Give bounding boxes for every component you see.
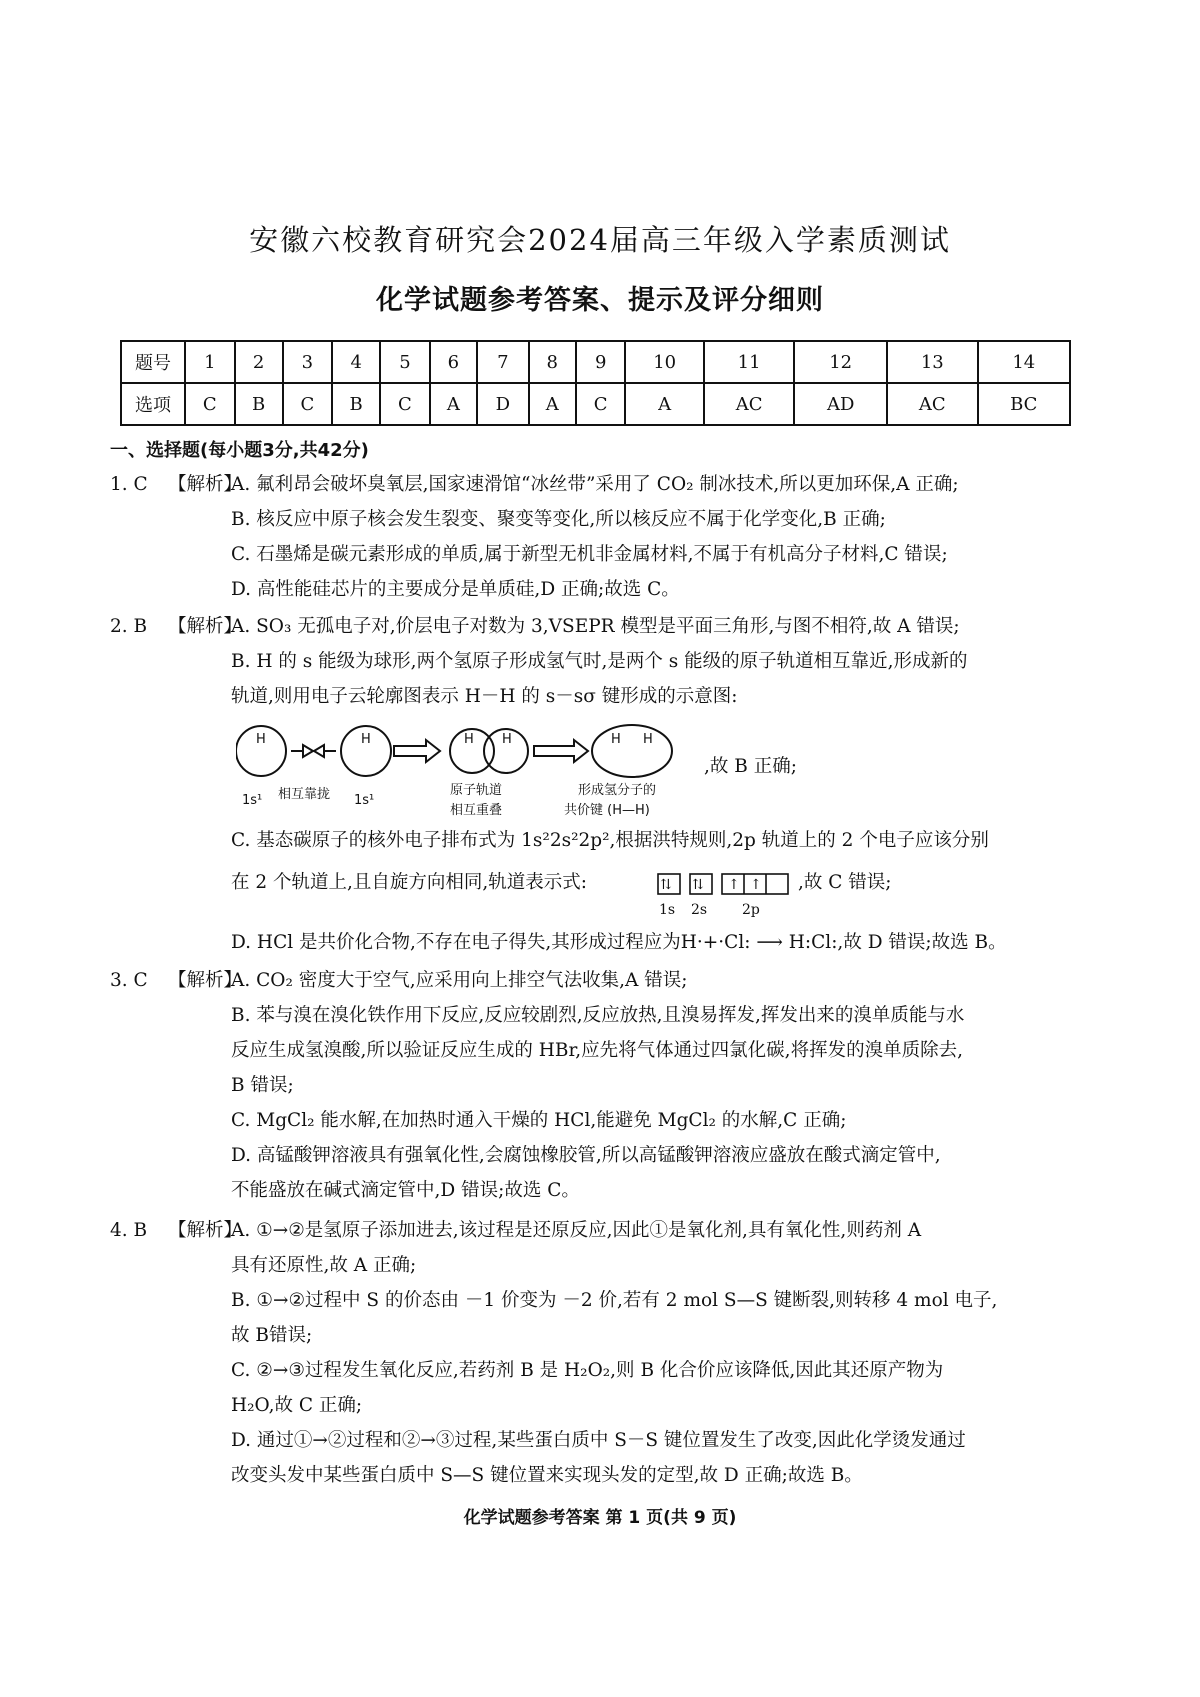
- text-line: [110, 1388, 1100, 1423]
- label-bond-2: 共价键 (H—H): [564, 803, 650, 818]
- text-line: [110, 609, 1100, 644]
- option-b-line-3: B 错误;: [231, 1075, 294, 1096]
- option-d: D. HCl 是共价化合物,不存在电子得失,其形成过程应为H·+·Cl: ⟶ H:Cl:,故 D 错误;故选 B。: [231, 932, 1007, 953]
- question-number-row: [121, 341, 1070, 383]
- option-c: C. MgCl₂ 能水解,在加热时通入干燥的 HCl,能避免 MgCl₂ 的水解,C 正确;: [231, 1110, 847, 1131]
- document-subtitle: 化学试题参考答案、提示及评分细则: [376, 285, 824, 316]
- answer-cell: A: [625, 383, 703, 425]
- text-line: [110, 644, 1100, 679]
- option-a: A. CO₂ 密度大于空气,应采用向上排空气法收集,A 错误;: [231, 970, 688, 991]
- text-line: [110, 1068, 1100, 1103]
- orbital-label: 2s: [691, 902, 708, 918]
- question-2-explanation-end: [110, 925, 1100, 960]
- option-b-line-1: B. H 的 s 能级为球形,两个氢原子形成氢气时,是两个 s 能级的原子轨道相互靠近,形成新的: [231, 651, 968, 672]
- answer-cell: D: [477, 383, 529, 425]
- option-b-conclusion: ,故 B 正确;: [704, 756, 797, 777]
- orbital-diagram: [656, 872, 796, 922]
- question-2-explanation-cont: [110, 823, 1100, 908]
- question-number: 3. C: [110, 970, 148, 991]
- answer-cell: BC: [978, 383, 1070, 425]
- option-c-line-1: C. ②→③过程发生氧化反应,若药剂 B 是 H₂O₂,则 B 化合价应该降低,因此其还原产物为: [231, 1360, 944, 1381]
- text-line: [110, 1103, 1100, 1138]
- arrow-right-icon: [291, 745, 313, 757]
- option-c-line-2: H₂O,故 C 正确;: [231, 1395, 363, 1416]
- option-b-line-1: B. 苯与溴在溴化铁作用下反应,反应较剧烈,反应放热,且溴易挥发,挥发出来的溴单质能与水: [231, 1005, 965, 1026]
- text-line: [110, 998, 1100, 1033]
- text-line: [110, 1458, 1100, 1493]
- text-line: [110, 1033, 1100, 1068]
- text-line: [110, 925, 1100, 960]
- row-label: 选项: [121, 383, 185, 425]
- question-number: 11: [704, 341, 795, 383]
- option-c-line-2: 在 2 个轨道上,且自旋方向相同,轨道表示式:: [231, 872, 588, 893]
- electron-pair-icon: ⇅: [660, 877, 672, 893]
- text-line: [110, 1353, 1100, 1388]
- text-line: [110, 1318, 1100, 1353]
- question-number: 2. B: [110, 616, 148, 637]
- analysis-tag: 【解析】: [168, 970, 243, 991]
- question-number: 7: [477, 341, 529, 383]
- option-b: B. 核反应中原子核会发生裂变、聚变等变化,所以核反应不属于化学变化,B 正确;: [231, 509, 886, 530]
- question-number: 2: [235, 341, 283, 383]
- text-line: [110, 1138, 1100, 1173]
- text-line: [110, 1283, 1100, 1318]
- question-number: 8: [529, 341, 576, 383]
- page-footer: 化学试题参考答案 第 1 页(共 9 页): [463, 1508, 737, 1528]
- label-overlap-2: 相互重叠: [450, 803, 503, 818]
- option-d-line-1: D. 高锰酸钾溶液具有强氧化性,会腐蚀橡胶管,所以高锰酸钾溶液应盛放在酸式滴定管中,: [231, 1145, 941, 1166]
- text-line: [110, 1423, 1100, 1458]
- question-number: 5: [380, 341, 430, 383]
- option-d: D. 高性能硅芯片的主要成分是单质硅,D 正确;故选 C。: [231, 579, 680, 600]
- option-a: A. 氟利昂会破坏臭氧层,国家速滑馆“冰丝带”采用了 CO₂ 制冰技术,所以更加环保,A 正确;: [231, 474, 959, 495]
- option-a-line-2: 具有还原性,故 A 正确;: [231, 1255, 417, 1276]
- answer-cell: B: [332, 383, 380, 425]
- question-number: 9: [576, 341, 626, 383]
- row-label: 题号: [121, 341, 185, 383]
- text-line: [110, 1173, 1100, 1208]
- hydrogen-molecule-orbital: [592, 725, 672, 777]
- question-number: 3: [283, 341, 333, 383]
- answer-cell: C: [283, 383, 333, 425]
- text-line: [110, 1213, 1100, 1248]
- atom-label: H: [256, 732, 266, 747]
- atom-label: H: [464, 732, 474, 747]
- question-1-explanation: [110, 467, 1100, 607]
- atom-label: H: [502, 732, 512, 747]
- label-bond-1: 形成氢分子的: [578, 783, 657, 798]
- text-line: [110, 679, 1100, 714]
- question-4-explanation: [110, 1213, 1100, 1493]
- analysis-tag: 【解析】: [168, 1220, 243, 1241]
- orbital-label: 1s: [659, 902, 676, 918]
- question-number: 1. C: [110, 474, 148, 495]
- arrow-left-icon: [314, 745, 336, 757]
- option-a-line-1: A. ①→②是氢原子添加进去,该过程是还原反应,因此①是氧化剂,具有氧化性,则药剂 A: [231, 1220, 922, 1241]
- option-a: A. SO₃ 无孤电子对,价层电子对数为 3,VSEPR 模型是平面三角形,与图不相符,故 A 错误;: [231, 616, 960, 637]
- question-number: 4. B: [110, 1220, 148, 1241]
- answer-cell: A: [529, 383, 576, 425]
- answer-cell: B: [235, 383, 283, 425]
- atom-label: H: [611, 732, 621, 747]
- option-c-line-1: C. 基态碳原子的核外电子排布式为 1s²2s²2p²,根据洪特规则,2p 轨道上的 2 个电子应该分别: [231, 830, 989, 851]
- question-number: 13: [887, 341, 978, 383]
- answer-cell: AD: [794, 383, 887, 425]
- option-b-line-2: 反应生成氢溴酸,所以验证反应生成的 HBr,应先将气体通过四氯化碳,将挥发的溴单质除去,: [231, 1040, 963, 1061]
- option-b-line-2: 轨道,则用电子云轮廓图表示 H－H 的 s－sσ 键形成的示意图:: [231, 686, 738, 707]
- option-d-line-1: D. 通过①→②过程和②→③过程,某些蛋白质中 S－S 键位置发生了改变,因此化学烫发通过: [231, 1430, 966, 1451]
- text-line: [110, 502, 1100, 537]
- option-d-line-2: 改变头发中某些蛋白质中 S—S 键位置来实现头发的定型,故 D 正确;故选 B。: [231, 1465, 863, 1486]
- text-line: [110, 1248, 1100, 1283]
- answer-cell: C: [576, 383, 626, 425]
- label-close: 相互靠拢: [278, 787, 331, 802]
- atom-label: H: [643, 732, 653, 747]
- atom-label: H: [361, 732, 371, 747]
- block-arrow-icon: [394, 740, 440, 762]
- answer-cell: C: [380, 383, 430, 425]
- question-3-explanation: [110, 963, 1100, 1208]
- label-1s-left: 1s¹: [242, 793, 263, 808]
- question-2-explanation: [110, 609, 1100, 714]
- text-line: [110, 858, 1100, 908]
- orbital-label: 2p: [742, 902, 760, 918]
- question-number: 14: [978, 341, 1070, 383]
- text-line: [110, 537, 1100, 572]
- text-line: [110, 823, 1100, 858]
- answer-cell: AC: [704, 383, 795, 425]
- answer-row: [121, 383, 1070, 425]
- option-c: C. 石墨烯是碳元素形成的单质,属于新型无机非金属材料,不属于有机高分子材料,C 错误;: [231, 544, 948, 565]
- text-line: [110, 572, 1100, 607]
- question-number: 1: [185, 341, 235, 383]
- answer-cell: A: [430, 383, 477, 425]
- question-number: 12: [794, 341, 887, 383]
- answer-cell: C: [185, 383, 235, 425]
- analysis-tag: 【解析】: [168, 616, 243, 637]
- option-d-line-2: 不能盛放在碱式滴定管中,D 错误;故选 C。: [231, 1180, 580, 1201]
- electron-up-icon: ↑: [750, 877, 762, 893]
- electron-pair-icon: ⇅: [692, 877, 704, 893]
- document-title: 安徽六校教育研究会2024届高三年级入学素质测试: [249, 223, 951, 257]
- block-arrow-icon: [534, 740, 588, 762]
- option-b-line-1: B. ①→②过程中 S 的价态由 －1 价变为 －2 价,若有 2 mol S—S 键断裂,则转移 4 mol 电子,: [231, 1290, 998, 1311]
- question-number: 10: [625, 341, 703, 383]
- text-line: [110, 467, 1100, 502]
- question-number: 6: [430, 341, 477, 383]
- text-line: [110, 963, 1100, 998]
- electron-up-icon: ↑: [728, 877, 740, 893]
- section-heading: 一、选择题(每小题3分,共42分): [110, 440, 369, 461]
- analysis-tag: 【解析】: [168, 474, 243, 495]
- question-number: 4: [332, 341, 380, 383]
- label-1s-right: 1s¹: [354, 793, 375, 808]
- option-c-conclusion: ,故 C 错误;: [798, 872, 892, 893]
- answer-cell: AC: [887, 383, 978, 425]
- label-overlap-1: 原子轨道: [450, 783, 503, 798]
- answer-key-table: [120, 340, 1071, 426]
- option-b-line-2: 故 B错误;: [231, 1325, 313, 1346]
